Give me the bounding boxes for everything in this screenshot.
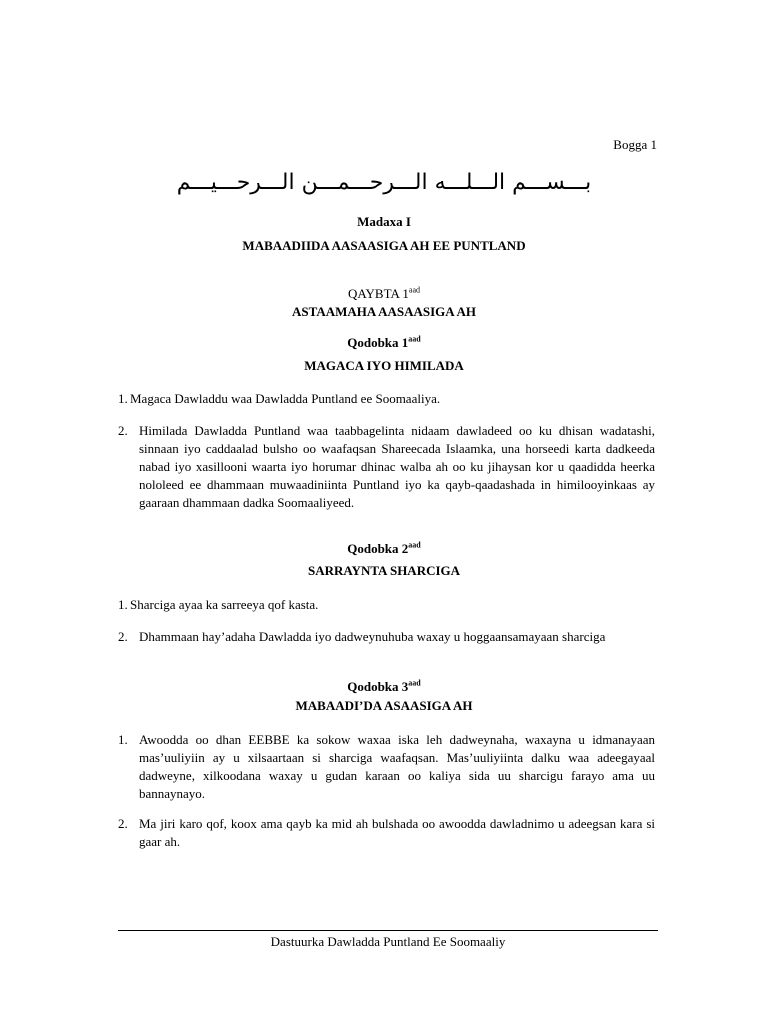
- article-3-title: MABAADI’DA ASAASIGA AH: [295, 698, 473, 713]
- clause-number: 2.: [118, 629, 128, 644]
- clause-text: Sharciga ayaa ka sarreeya qof kasta.: [130, 597, 319, 612]
- clause-text: Magaca Dawladdu waa Dawladda Puntland ee Soomaaliya.: [130, 391, 441, 406]
- footer-text: Dastuurka Dawladda Puntland Ee Soomaaliy: [270, 934, 506, 949]
- clause-number: 2.: [118, 423, 128, 438]
- section-label-suffix: aad: [408, 285, 421, 295]
- clause-number: 1.: [118, 732, 128, 747]
- article-1-clause-2: [118, 422, 655, 512]
- article-2-clause-2: [118, 628, 655, 646]
- clause-text: Ma jiri karo qof, koox ama qayb ka mid ah bulshada oo awoodda dawladnimo u adeegsan kara si gaar ah.: [139, 816, 655, 849]
- article-2-clause-1: [118, 596, 655, 614]
- article-2-label-suffix: aad: [408, 540, 421, 550]
- article-3-clause-1: [118, 731, 655, 803]
- chapter-label: Madaxa I: [357, 214, 411, 229]
- clause-text: Himilada Dawladda Puntland waa taabbagelinta nidaam dawladeed oo ku dhisan wadatashi, sinnaan iyo caddaalad bulsho oo waafaqsan Shareecada Islaamka, una horseedi karta dadkeeda nabad iyo xasillooni waarta iyo horumar dhinac walba ah oo ku jihaysan kor u qaadidda heerka nololeed ee dhammaan muwaadiniinta Puntland iyo ka qayb-qaadashada in himilooyinkaas ay gaaraan dhammaan dadka Soomaaliyeed.: [139, 423, 655, 510]
- chapter-title: MABAADIIDA AASAASIGA AH EE PUNTLAND: [242, 238, 526, 253]
- clause-text: Awoodda oo dhan EEBBE ka sokow waxaa iska leh dadweynaha, waxayna u idmanayaan mas’uuliyiin ay u xilsaartaan si sharciga waafaqsan. Mas’uuliyiinta dalku waa adeegayaal dadweyne, xilkoodana waxay u gudan karaan oo kaliya sida uu sharcigu farayo ama uu bannaynayo.: [139, 732, 655, 801]
- section-label: QAYBTA $1^{aad}$: [347, 285, 421, 301]
- clause-number: 1.: [118, 391, 128, 406]
- article-1-title: MAGACA IYO HIMILADA: [304, 358, 464, 373]
- article-3-clause-2: [118, 815, 655, 851]
- article-2-title: SARRAYNTA SHARCIGA: [307, 563, 461, 578]
- article-3-label: Qodobka $3^{aad}$: [347, 678, 421, 694]
- page-number: Bogga 1: [613, 137, 657, 152]
- article-3-label-suffix: aad: [408, 678, 421, 688]
- section-title: ASTAAMAHA AASAASIGA AH: [292, 304, 476, 319]
- footer-divider: [118, 930, 658, 931]
- clause-number: 2.: [118, 816, 128, 831]
- article-1-clause-1: [118, 390, 655, 408]
- article-2-label: Qodobka $2^{aad}$: [347, 540, 421, 556]
- clause-number: 1.: [118, 597, 128, 612]
- article-1-label: Qodobka $1^{aad}$: [347, 334, 421, 350]
- clause-text: Dhammaan hay’adaha Dawladda iyo dadweynuhuba waxay u hoggaansamayaan sharciga: [139, 629, 606, 644]
- article-1-label-suffix: aad: [408, 334, 421, 344]
- basmala-heading: بـــســـم الـــلـــه الـــرحـــمـــن الـــرحـــيـــم: [176, 170, 592, 195]
